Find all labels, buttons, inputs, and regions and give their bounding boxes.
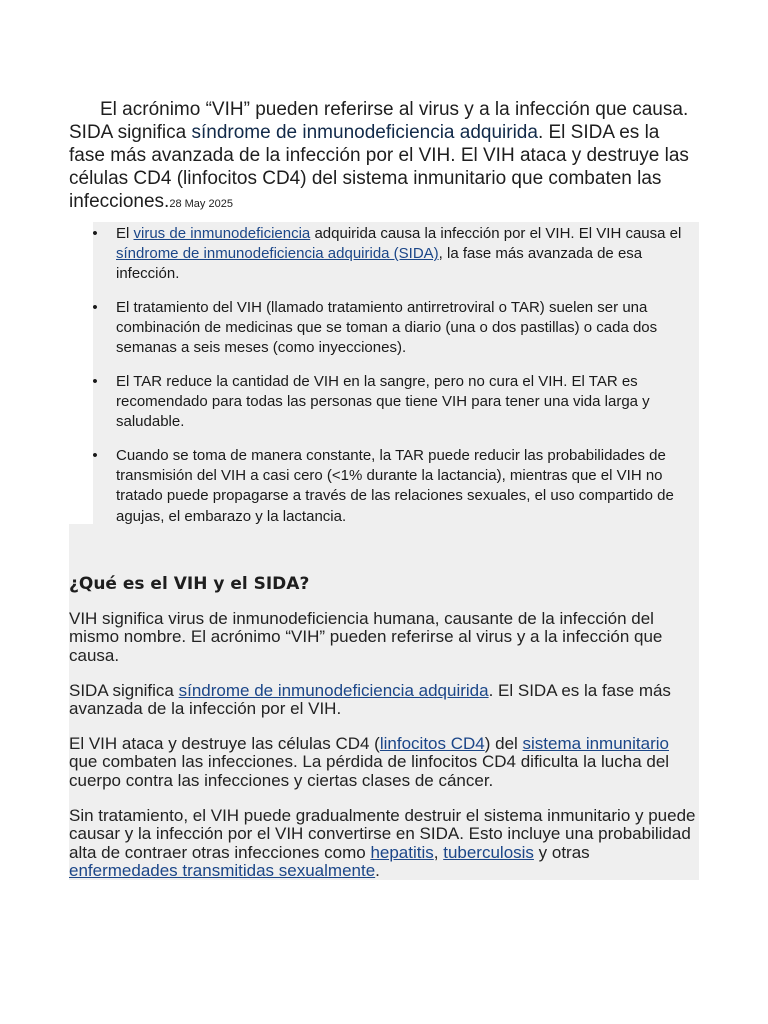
bullet-icon: • [92,225,98,242]
list-item-text: adquirida causa la infección por el VIH. El VIH causa el [310,225,682,242]
link-hepatitis[interactable]: hepatitis [370,842,434,862]
list-item [90,224,696,285]
link-sistema-inmunitario[interactable]: sistema inmunitario [522,734,669,753]
intro-text-2: . El SIDA es la fase más avanzada de la infección por el VIH. El VIH ataca y destruye las células CD4 (linfocitos CD4) del sistema inmunitario que combaten las infecciones. [69,122,689,212]
key-facts-list [90,224,696,540]
bullet-icon: • [92,373,98,390]
list-item-text: El tratamiento del VIH (llamado tratamiento antirretroviral o TAR) suelen ser una combinación de medicinas que se toman a diario (una o dos pastillas) o cada dos semanas a seis meses (como inyecciones). [116,299,658,357]
paragraph-text: El VIH ataca y destruye las células CD4 ( [69,734,380,753]
intro-date: 28 May 2025 [169,198,233,210]
link-sida[interactable]: síndrome de inmunodeficiencia adquirida (SIDA) [116,245,439,263]
intro-text-1: El acrónimo “VIH” pueden referirse al virus y a la infección que causa. SIDA significa [69,99,689,143]
paragraph-text: . [375,860,380,880]
paragraph-cd4 [69,735,701,790]
intro-paragraph [69,98,699,216]
paragraph-text: SIDA significa [69,681,179,700]
link-virus-inmunodeficiencia[interactable]: virus de inmunodeficiencia [133,225,311,242]
paragraph-text: y otras [533,842,590,862]
paragraph-sida-definition [69,682,701,719]
list-item-text: El [116,225,134,242]
paragraph-vih-definition: VIH significa virus de inmunodeficiencia humana, causante de la infección del mismo nombre. El acrónimo “VIH” pueden referirse al virus y a la infección que causa. [69,609,663,665]
paragraph-text: que combaten las infecciones. La pérdida de linfocitos CD4 dificulta la lucha del cuerpo contra las infecciones y ciertas clases de cáncer. [69,752,670,790]
section-heading: ¿Qué es el VIH y el SIDA? [69,574,310,594]
paragraph-text: Sin tratamiento, el VIH puede gradualmente destruir el sistema inmunitario y puede causar y la infección por el VIH convertirse en SIDA. Esto incluye una probabilidad alta de contraer otras infecciones como [69,806,696,862]
paragraph-text: ) del [484,734,523,753]
list-item-text: , la fase más avanzada de esa infección. [116,245,643,283]
link-linfocitos-cd4[interactable]: linfocitos CD4 [379,734,485,753]
list-item-text: El TAR reduce la cantidad de VIH en la sangre, pero no cura el VIH. El TAR es recomendado para todas las personas que tiene VIH para tener una vida larga y saludable. [116,373,650,431]
list-item-text: Cuando se toma de manera constante, la TAR puede reducir las probabilidades de transmisión del VIH a casi cero (<1% durante la lactancia), mientras que el VIH no tratado puede propagarse a través de las relaciones sexuales, el uso compartido de agujas, el embarazo y la lactancia. [116,447,674,525]
bullet-icon: • [92,447,98,464]
paragraph-text: . El SIDA es la fase más avanzada de la infección por el VIH. [69,681,671,719]
list-item [90,298,696,359]
intro-highlight-term: síndrome de inmunodeficiencia adquirida [191,122,538,143]
link-tuberculosis[interactable]: tuberculosis [443,842,534,862]
link-enfermedades-transmitidas-sexualmente[interactable]: enfermedades transmitidas sexualmente [69,860,376,880]
paragraph-sin-tratamiento [69,807,701,880]
paragraph-text: , [433,842,444,862]
bullet-icon: • [92,299,98,316]
list-item [90,372,696,433]
list-item [90,446,696,527]
link-sindrome-inmunodeficiencia[interactable]: síndrome de inmunodeficiencia adquirida [178,681,489,700]
